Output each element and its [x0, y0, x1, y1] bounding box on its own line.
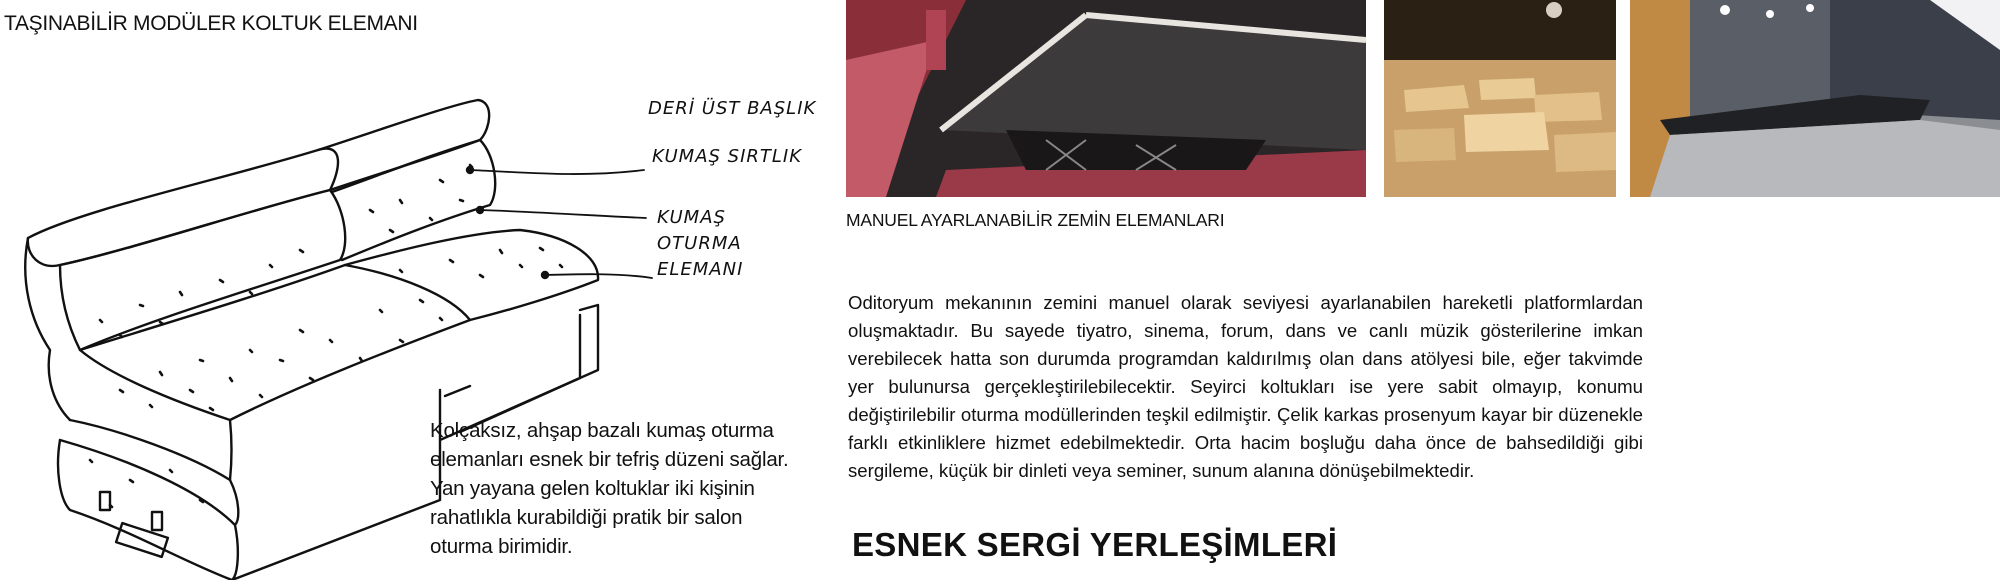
sketch-title: TAŞINABİLİR MODÜLER KOLTUK ELEMANI [4, 12, 418, 35]
sketch-caption: Kolçaksız, ahşap bazalı kumaş oturma elemanları esnek bir tefriş düzeni sağlar. Yan yayana gelen koltuklar iki kişinin rahatlıkla kurabildiği pratik bir salon oturma birimidir. [430, 419, 789, 558]
article-body: Oditoryum mekanının zemini manuel olarak seviyesi ayarlanabilen hareketli platformlardan oluşmaktadır. Bu sayede tiyatro, sinema, forum, dans ve canlı müzik gösterilerine imkan verebilecek hatta son durumda programdan kaldırılmış olan dans atölyesi bile, eğer takvimde yer bulunursa gerçekleştirilebilecektir. Seyirci koltukları ise yere sabit olmayıp, konumu değiştirilebilir oturma modüllerinden teşkil edilmiştir. Çelik karkas prosenyum kayar bir düzenekle farklı etkinliklere hizmet edebilmektedir. Orta hacim boşluğu daha önce de bahsedildiği gibi sergileme, küçük bir dinleti veya seminer, sunum alanına dönüşebilmektedir. [848, 292, 1643, 481]
floor-blocks-photo [1384, 0, 1616, 197]
photos-caption: MANUEL AYARLANABİLİR ZEMİN ELEMANLARI [846, 210, 1225, 230]
section-heading: ESNEK SERGİ YERLEŞİMLERİ [852, 526, 1338, 563]
auditorium-interior-photo [1630, 0, 2000, 197]
label-fabric-seat: KUMAŞ OTURMA ELEMANI [657, 207, 744, 280]
label-fabric-backrest: KUMAŞ SIRTLIK [652, 146, 803, 167]
stage-platform-photo [846, 0, 1366, 197]
label-leather-headrest: DERİ ÜST BAŞLIK [648, 98, 817, 119]
